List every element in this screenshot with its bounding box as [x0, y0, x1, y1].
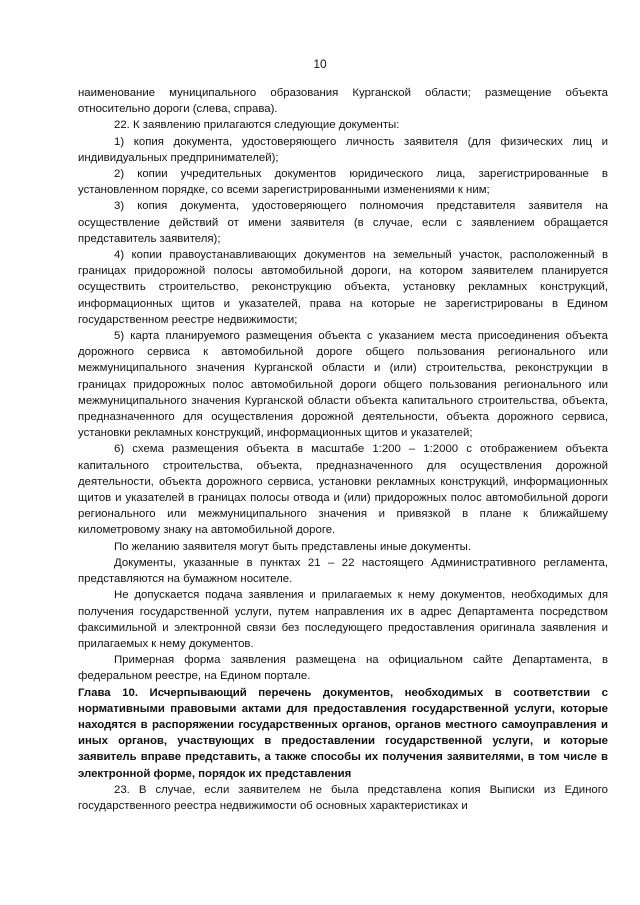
- paragraph: 23. В случае, если заявителем не была представлена копия Выписки из Единого государственного реестра недвижимости об основных характеристиках и: [78, 783, 608, 812]
- paragraph: По желанию заявителя могут быть представлены иные документы.: [114, 540, 471, 553]
- paragraph: 6) схема размещения объекта в масштабе 1:200 – 1:2000 с отображением объекта капитального строительства, объекта, предназначенного для осуществления дорожной деятельности, объекта дорожного сервиса, установки рекламных конструкций, информационных щитов и указателей в границах полосы отвода и (или) придорожных полос автомобильной дороги регионального или межмуниципального значения и привязкой в плане к ближайшему километровому знаку на автомобильной дороге.: [78, 443, 608, 537]
- paragraph: 2) копии учредительных документов юридического лица, зарегистрированные в установленном порядке, со всеми зарегистрированными изменениями к ним;: [78, 168, 608, 197]
- paragraph: Примерная форма заявления размещена на официальном сайте Департамента, в федеральном реестре, на Едином портале.: [78, 654, 608, 683]
- paragraph: наименование муниципального образования Курганской области; размещение объекта относительно дороги (слева, справа).: [78, 87, 608, 116]
- paragraph: 5) карта планируемого размещения объекта с указанием места присоединения объекта дорожного сервиса к автомобильной дороге общего пользования регионального или межмуниципального значения Курганской области и (или) строительства, реконструкции в границах придорожных полос автомобильной дороги общего пользования регионального или межмуниципального значения Курганской области объекта капитального строительства, объекта, предназначенного для осуществления дорожной деятельности, объекта дорожного сервиса, установки рекламных конструкций, информационных щитов и указателей;: [78, 330, 608, 440]
- paragraph: 4) копии правоустанавливающих документов на земельный участок, расположенный в границах придорожной полосы автомобильной дороги, на котором заявителем планируется осуществить строительство, реконструкцию объекта, установку рекламных конструкций, информационных щитов и указателей, права на которые не зарегистрированы в Едином государственном реестре недвижимости;: [78, 249, 608, 326]
- paragraph: Не допускается подача заявления и прилагаемых к нему документов, необходимых для получения государственной услуги, путем направления их в адрес Департамента посредством факсимильной и электронной связи без последующего предоставления оригинала заявления и прилагаемых к нему документов.: [78, 589, 608, 650]
- paragraph: Документы, указанные в пунктах 21 – 22 настоящего Административного регламента, представляются на бумажном носителе.: [78, 556, 608, 586]
- paragraph: 1) копия документа, удостоверяющего личность заявителя (для физических лиц и индивидуальных предпринимателей);: [78, 135, 608, 164]
- paragraph: 3) копия документа, удостоверяющего полномочия представителя заявителя на осуществление действий от имени заявителя (в случае, если с заявлением обращается представитель заявителя);: [78, 200, 608, 245]
- paragraph: 22. К заявлению прилагаются следующие документы:: [114, 119, 400, 132]
- document-body: [78, 85, 608, 814]
- chapter-heading: Глава 10. Исчерпывающий перечень документов, необходимых в соответствии с нормативными правовыми актами для предоставления государственной услуги, которые находятся в распоряжении государственных органов, органов местного самоуправления и иных органов, участвующих в предоставлении государственной услуги, и которые заявитель вправе представить, а также способы их получения заявителями, в том числе в электронной форме, порядок их представления: [78, 686, 608, 780]
- page-number: 10: [313, 57, 327, 71]
